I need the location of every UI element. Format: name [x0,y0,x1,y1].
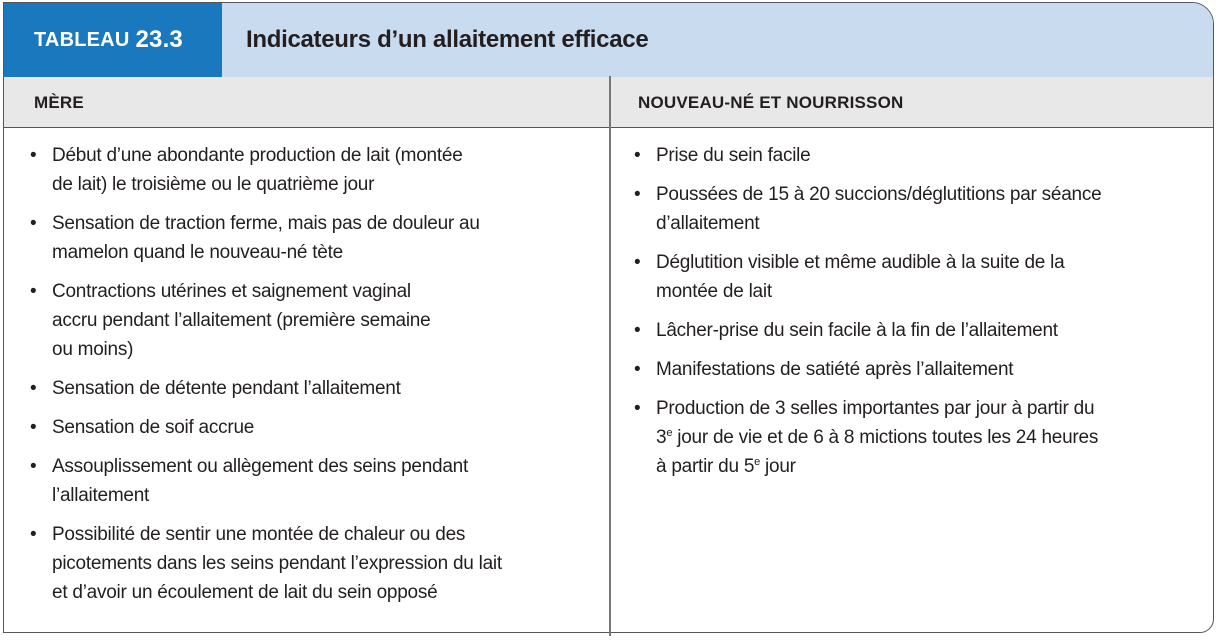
line-text: jour de vie et de 6 à 8 mictions toutes les 24 heures [672,427,1099,448]
mother-item [30,141,590,199]
mother-item-line: l’allaitement [52,485,150,506]
infant-item [634,316,1194,345]
infant-item-line: montée de lait [656,281,772,302]
column-header-mother: MÈRE [34,92,84,112]
mother-item [30,209,590,267]
infant-item-line: • Prise du sein facile [656,145,811,166]
mother-item [30,413,590,442]
mother-item-line: accru pendant l’allaitement (première semaine [52,310,431,331]
mother-item-line: • Sensation de traction ferme, mais pas de douleur au [52,213,480,234]
infant-item-line: • Manifestations de satiété après l’allaitement [656,359,1014,380]
infant-item [634,248,1194,306]
infant-item [634,141,1194,170]
mother-item-line: ou moins) [52,339,134,360]
mother-item-line: • Début d’une abondante production de lait (montée [52,145,463,166]
mother-item-line: • Contractions utérines et saignement vaginal [52,281,411,302]
infant-item-line: • Production de 3 selles importantes par jour à partir du [656,398,1095,419]
infant-item-line [656,452,1194,481]
mother-item [30,452,590,510]
table-title: Indicateurs d’un allaitement efficace [246,26,649,53]
mother-item [30,520,590,607]
infant-item-line: • Déglutition visible et même audible à la suite de la [656,252,1065,273]
tag-label: TABLEAU [34,28,130,51]
infant-item-line: • Poussées de 15 à 20 succions/déglutitions par séance [656,184,1102,205]
mother-item-line: mamelon quand le nouveau-né tète [52,242,343,263]
mother-item-line: • Sensation de soif accrue [52,417,255,438]
mother-item-line: • Sensation de détente pendant l’allaitement [52,378,401,399]
infant-indicator-list [634,141,1194,491]
infant-item [634,355,1194,384]
mother-item-line: • Possibilité de sentir une montée de chaleur ou des [52,524,466,545]
mother-item [30,374,590,403]
infant-item-line: d’allaitement [656,213,760,234]
mother-item-line: picotements dans les seins pendant l’expression du lait [52,553,502,574]
infant-item [634,394,1194,481]
mother-item-line: et d’avoir un écoulement de lait du sein opposé [52,582,438,603]
infant-item-line [656,423,1194,452]
ordinal-superscript: e [754,456,761,468]
mother-indicator-list [30,141,590,617]
infant-item-line: • Lâcher-prise du sein facile à la fin de l’allaitement [656,320,1058,341]
column-divider [609,76,611,636]
line-text: jour [760,456,796,477]
infant-item [634,180,1194,238]
table-number-tag [4,3,222,77]
column-header-infant: NOUVEAU-NÉ ET NOURRISSON [638,92,904,112]
mother-item [30,277,590,364]
line-number: 3 [656,427,667,448]
tag-number: 23.3 [135,26,183,53]
line-text: à partir du 5 [656,456,755,477]
mother-item-line: de lait) le troisième ou le quatrième jour [52,174,375,195]
mother-item-line: • Assouplissement ou allègement des seins pendant [52,456,469,477]
ordinal-superscript: e [666,427,673,439]
